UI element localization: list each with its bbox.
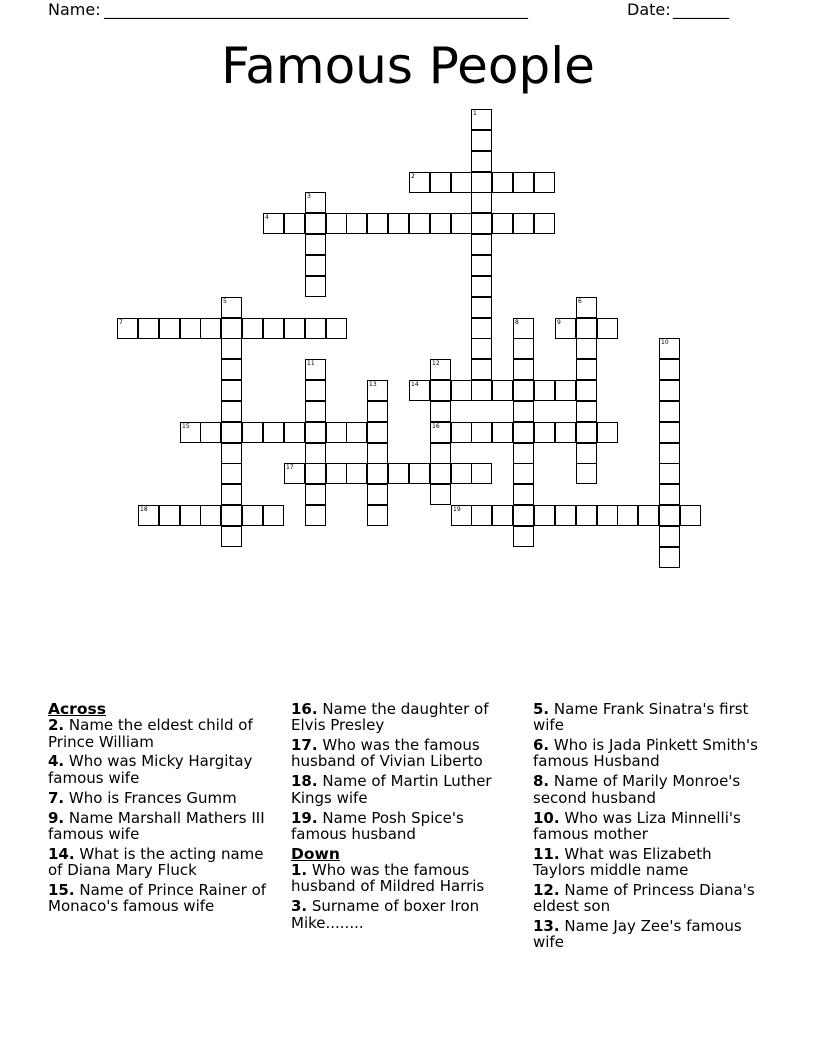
crossword-cell[interactable] [430,463,451,484]
clue [291,898,523,931]
crossword-cell[interactable] [471,255,492,276]
crossword-cell[interactable] [659,526,680,547]
crossword-cell[interactable] [346,463,367,484]
crossword-cell[interactable] [159,505,180,526]
crossword-cell[interactable] [326,422,347,443]
crossword-cell[interactable] [430,443,451,464]
crossword-cell[interactable] [367,443,388,464]
clue-text: What was Elizabeth Taylors middle name [533,844,712,880]
crossword-cell[interactable] [221,359,242,380]
crossword-cell[interactable] [409,380,430,401]
crossword-cell[interactable] [471,463,492,484]
crossword-cell[interactable] [659,505,680,526]
crossword-cell[interactable] [659,338,680,359]
crossword-cell[interactable] [513,463,534,484]
crossword-cell[interactable] [305,276,326,297]
crossword-cell[interactable] [180,318,201,339]
clue [48,882,280,915]
clue-number-label: 2. [48,716,65,735]
clue-text: Name Frank Sinatra's first wife [533,700,749,735]
crossword-cell[interactable] [221,463,242,484]
clue-text: Name Posh Spice's famous husband [291,808,464,843]
crossword-cell[interactable] [242,422,263,443]
crossword-cell[interactable] [513,526,534,547]
clue [48,790,280,806]
clue-text: Name of Marily Monroe's second husband [533,772,741,807]
clue-text: Name of Princess Diana's eldest son [533,880,755,916]
crossword-cell[interactable] [451,380,472,401]
crossword-cell[interactable] [305,380,326,401]
crossword-cell[interactable] [471,359,492,380]
crossword-cell[interactable] [471,380,492,401]
crossword-cell[interactable] [471,276,492,297]
crossword-cell[interactable] [513,422,534,443]
crossword-cell[interactable] [430,380,451,401]
crossword-cell[interactable] [471,109,492,130]
clue-text: Who was Micky Hargitay famous wife [48,752,253,787]
clue [533,773,768,806]
crossword-cell[interactable] [346,422,367,443]
clue-number-label: 11. [533,844,560,863]
crossword-cell[interactable] [430,484,451,505]
crossword-cell[interactable] [492,172,513,193]
clue-number: 19 [453,506,461,513]
crossword-cell[interactable] [221,505,242,526]
crossword-cell[interactable] [659,547,680,568]
crossword-cell[interactable] [576,505,597,526]
clue-number-label: 16. [291,700,318,718]
clue-number: 17 [286,464,294,471]
down-heading: Down [291,844,340,863]
clue-text: Name of Martin Luther Kings wife [291,772,492,807]
crossword-cell[interactable] [305,422,326,443]
crossword-cell[interactable] [659,401,680,422]
crossword-cell[interactable] [159,318,180,339]
crossword-cell[interactable] [263,422,284,443]
crossword-cell[interactable] [138,505,159,526]
crossword-cell[interactable] [471,192,492,213]
clue-text: Who was the famous husband of Mildred Harris [291,861,485,896]
name-field-line[interactable]: _____________________________________________________ [104,0,528,19]
crossword-cell[interactable] [471,338,492,359]
clue [48,846,280,879]
clue-text: Who was Liza Minnelli's famous mother [533,808,741,843]
crossword-cell[interactable] [367,463,388,484]
crossword-cell[interactable] [451,213,472,234]
crossword-cell[interactable] [513,505,534,526]
clue-number: 4 [265,214,269,221]
crossword-cell[interactable] [430,359,451,380]
crossword-cell[interactable] [555,318,576,339]
clue [48,753,280,786]
crossword-cell[interactable] [221,338,242,359]
clue-number-label: 5. [533,700,550,718]
clue-number: 12 [432,360,440,367]
crossword-cell[interactable] [471,318,492,339]
crossword-cell[interactable] [513,443,534,464]
crossword-cell[interactable] [492,505,513,526]
across-heading: Across [48,700,106,718]
crossword-cell[interactable] [659,359,680,380]
crossword-cell[interactable] [180,505,201,526]
crossword-cell[interactable] [659,422,680,443]
crossword-cell[interactable] [659,484,680,505]
clue-text: Name of Prince Rainer of Monaco's famous wife [48,880,267,916]
crossword-cell[interactable] [305,359,326,380]
crossword-cell[interactable] [409,172,430,193]
crossword-cell[interactable] [513,380,534,401]
clue-number: 18 [140,506,148,513]
crossword-cell[interactable] [534,213,555,234]
crossword-cell[interactable] [284,463,305,484]
crossword-cell[interactable] [117,318,138,339]
crossword-cell[interactable] [576,380,597,401]
clue-text: Name Jay Zee's famous wife [533,917,742,952]
clue-number: 11 [307,360,315,367]
crossword-cell[interactable] [471,130,492,151]
crossword-cell[interactable] [367,380,388,401]
crossword-cell[interactable] [221,401,242,422]
clue [48,810,280,843]
crossword-cell[interactable] [430,401,451,422]
crossword-cell[interactable] [305,213,326,234]
clue [533,737,768,770]
crossword-cell[interactable] [492,213,513,234]
crossword-cell[interactable] [534,422,555,443]
crossword-cell[interactable] [305,234,326,255]
clue-number-label: 14. [48,844,75,863]
crossword-cell[interactable] [576,401,597,422]
clue [533,810,768,843]
crossword-cell[interactable] [326,213,347,234]
crossword-cell[interactable] [576,422,597,443]
crossword-cell[interactable] [242,318,263,339]
crossword-cell[interactable] [305,505,326,526]
clue-number-label: 15. [48,880,75,899]
crossword-cell[interactable] [638,505,659,526]
crossword-cell[interactable] [513,172,534,193]
clue-text: Who was the famous husband of Vivian Liberto [291,736,483,771]
clue-number-label: 12. [533,880,560,899]
crossword-cell[interactable] [263,318,284,339]
crossword-cell[interactable] [388,463,409,484]
crossword-cell[interactable] [617,505,638,526]
crossword-cell[interactable] [367,422,388,443]
crossword-cell[interactable] [597,422,618,443]
crossword-cell[interactable] [471,213,492,234]
clue [533,882,768,915]
clue [291,810,523,843]
clue-number-label: 6. [533,736,550,755]
clue [533,701,768,734]
down-clue-list [291,862,523,931]
crossword-cell[interactable] [367,484,388,505]
clue-text: Name Marshall Mathers III famous wife [48,808,265,843]
crossword-cell[interactable] [471,422,492,443]
crossword-cell[interactable] [305,401,326,422]
clue-number-label: 7. [48,788,65,807]
crossword-cell[interactable] [367,401,388,422]
crossword-cell[interactable] [263,505,284,526]
clue-number: 8 [515,319,519,326]
crossword-cell[interactable] [430,172,451,193]
clue-number-label: 10. [533,808,560,827]
crossword-cell[interactable] [221,380,242,401]
crossword-cell[interactable] [305,443,326,464]
clue [48,717,280,750]
crossword-cell[interactable] [576,443,597,464]
clue-number-label: 13. [533,917,560,936]
clues-column-2 [291,701,523,934]
crossword-cell[interactable] [513,318,534,339]
clue-number: 15 [182,423,190,430]
crossword-cell[interactable] [138,318,159,339]
crossword-cell[interactable] [597,505,618,526]
crossword-cell[interactable] [471,151,492,172]
clue-text: Name the eldest child of Prince William [48,716,253,751]
clue-number: 13 [369,381,377,388]
clue [291,862,523,895]
clue-number-label: 9. [48,808,65,827]
crossword-cell[interactable] [534,380,555,401]
crossword-cell[interactable] [451,463,472,484]
crossword-cell[interactable] [534,172,555,193]
crossword-cell[interactable] [576,359,597,380]
crossword-cell[interactable] [555,380,576,401]
page-title: Famous People [221,37,595,95]
crossword-cell[interactable] [367,213,388,234]
across-clue-list [48,717,280,914]
crossword-cell[interactable] [221,422,242,443]
crossword-cell[interactable] [659,443,680,464]
clue-text: Surname of boxer Iron Mike........ [291,897,480,932]
clue-text: Who is Frances Gumm [64,788,237,807]
clue-number: 6 [578,298,582,305]
crossword-cell[interactable] [513,484,534,505]
crossword-cell[interactable] [513,359,534,380]
crossword-cell[interactable] [367,505,388,526]
clue-text: Name the daughter of Elvis Presley [291,700,489,735]
crossword-cell[interactable] [305,318,326,339]
crossword-cell[interactable] [284,213,305,234]
crossword-cell[interactable] [305,255,326,276]
date-label: Date: [627,0,671,19]
clue-number-label: 17. [291,736,318,755]
crossword-cell[interactable] [492,380,513,401]
crossword-cell[interactable] [221,484,242,505]
down-clue-list-continued [533,701,768,951]
clue [291,737,523,770]
crossword-cell[interactable] [576,318,597,339]
crossword-cell[interactable] [242,505,263,526]
clue [291,701,523,734]
crossword-cell[interactable] [409,463,430,484]
crossword-cell[interactable] [409,213,430,234]
clue-number-label: 4. [48,752,65,771]
clue-number-label: 8. [533,772,550,791]
clue-text: What is the acting name of Diana Mary Fluck [48,844,264,880]
clues-column-1 [48,701,280,918]
clue-number: 1 [473,110,477,117]
clue-number: 7 [119,319,123,326]
clue-text: Who is Jada Pinkett Smith's famous Husband [533,736,758,771]
crossword-cell[interactable] [576,463,597,484]
crossword-cell[interactable] [430,422,451,443]
crossword-cell[interactable] [680,505,701,526]
crossword-cell[interactable] [471,505,492,526]
crossword-cell[interactable] [576,297,597,318]
clues-column-3 [533,701,768,954]
crossword-cell[interactable] [576,338,597,359]
clue [533,918,768,951]
clue-number: 5 [223,298,227,305]
crossword-cell[interactable] [346,213,367,234]
crossword-cell[interactable] [555,422,576,443]
clue-number: 9 [557,319,561,326]
clue [291,773,523,806]
clue [533,846,768,879]
clue-number: 10 [661,339,669,346]
clue-number-label: 1. [291,861,308,880]
crossword-cell[interactable] [200,505,221,526]
clue-number-label: 18. [291,772,318,791]
crossword-cell[interactable] [305,192,326,213]
crossword-cell[interactable] [284,318,305,339]
clue-number: 14 [411,381,419,388]
clue-number-label: 3. [291,897,308,916]
clue-number: 16 [432,423,440,430]
crossword-cell[interactable] [451,505,472,526]
crossword-cell[interactable] [221,297,242,318]
crossword-cell[interactable] [471,172,492,193]
crossword-cell[interactable] [180,422,201,443]
crossword-cell[interactable] [326,318,347,339]
crossword-cell[interactable] [555,505,576,526]
crossword-cell[interactable] [284,422,305,443]
crossword-cell[interactable] [221,526,242,547]
crossword-cell[interactable] [513,213,534,234]
name-label: Name: [48,0,101,19]
crossword-cell[interactable] [513,401,534,422]
crossword-cell[interactable] [492,422,513,443]
across-clue-list-continued [291,701,523,842]
date-field-line[interactable]: _______ [673,0,729,19]
crossword-cell[interactable] [388,213,409,234]
crossword-cell[interactable] [263,213,284,234]
crossword-cell[interactable] [221,318,242,339]
crossword-cell[interactable] [200,318,221,339]
clue-number-label: 19. [291,808,318,827]
crossword-cell[interactable] [471,297,492,318]
clue-number: 3 [307,193,311,200]
crossword-cell[interactable] [451,172,472,193]
clue-number: 2 [411,173,415,180]
crossword-cell[interactable] [451,422,472,443]
crossword-cell[interactable] [471,234,492,255]
crossword-cell[interactable] [597,318,618,339]
crossword-cell[interactable] [305,484,326,505]
crossword-cell[interactable] [200,422,221,443]
crossword-cell[interactable] [659,380,680,401]
crossword-cell[interactable] [430,213,451,234]
crossword-cell[interactable] [513,338,534,359]
crossword-cell[interactable] [305,463,326,484]
crossword-cell[interactable] [326,463,347,484]
crossword-cell[interactable] [659,463,680,484]
crossword-cell[interactable] [221,443,242,464]
crossword-cell[interactable] [534,505,555,526]
